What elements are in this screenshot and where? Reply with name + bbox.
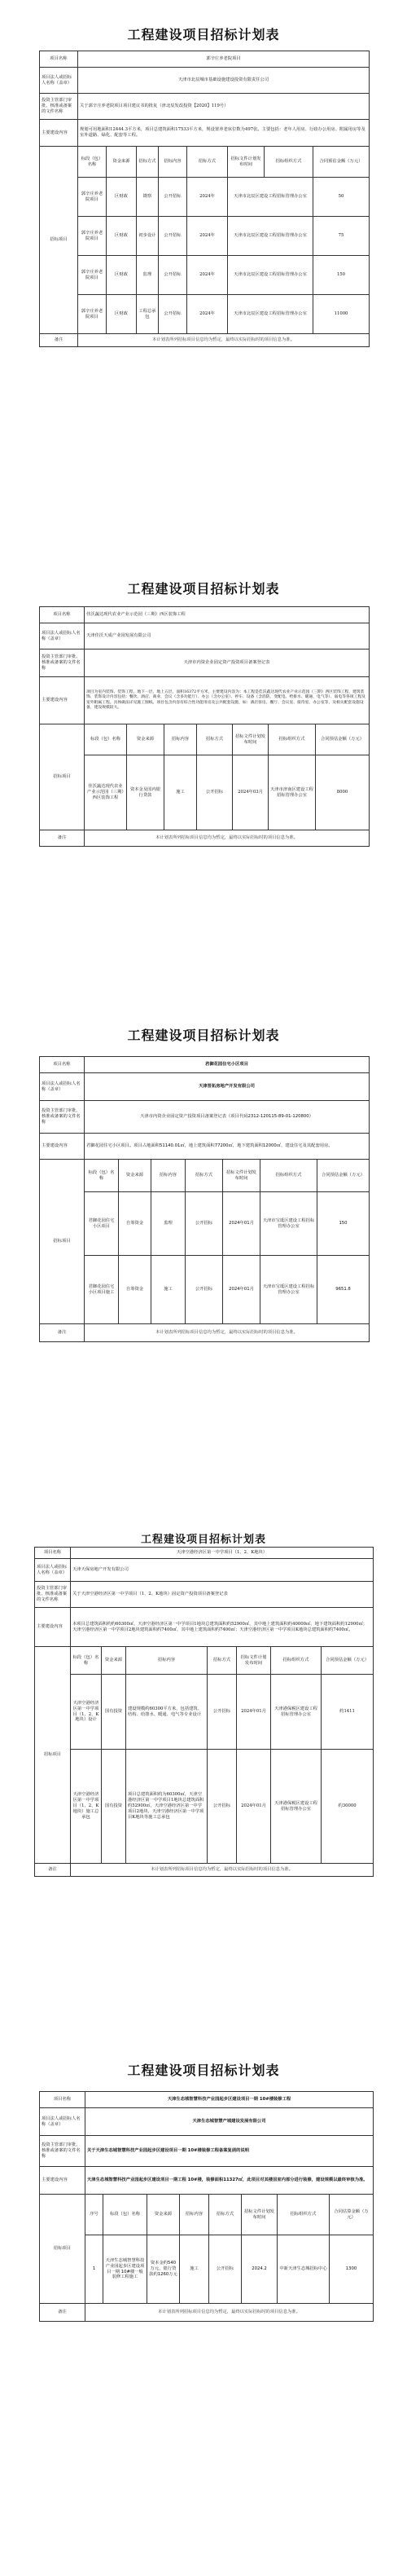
table-row: [40, 755, 370, 830]
approval: 天津市内资企业固定资产投资项目备案登记表（项目代码2312-120115-89-01-120800）: [85, 1101, 370, 1134]
content-label: 主要建设内容: [40, 2167, 85, 2195]
table-row: [40, 1192, 370, 1256]
doc2-title: 工程建设项目招标计划表: [127, 581, 280, 597]
table-cell: 1300: [330, 2235, 374, 2304]
table-cell: 区财政: [107, 295, 137, 334]
remark: 本计划表所列招标项目信息均为暂定，最终以实际招标时的项目信息为准。: [85, 2304, 374, 2322]
table-cell: 公开招标: [159, 178, 187, 217]
approval: 关于天津生态城智慧科技产业园起步区建设项目一期 10#楼装修工程备案复函的说明: [85, 2136, 374, 2167]
doc1-title: 工程建设项目招标计划表: [127, 27, 280, 42]
table-row: [40, 2235, 374, 2304]
table-cell: 2024年: [187, 178, 228, 217]
content: 天津生态城智慧科技产业园起步区建设项目一期工程 10#楼，装修面积11327㎡，此项目对其楼层室内部分进行装修，建设规模以最终审核为准。: [85, 2167, 374, 2195]
bidding-items-label: 招标项目: [35, 1647, 71, 1864]
table-cell: 公开招标: [159, 217, 187, 256]
header-cell: 序号: [85, 2195, 103, 2235]
table-cell: 天津港保税区建设工程招标管理办公室: [271, 1750, 322, 1864]
header-cell: 招标文件计划发布时间: [233, 724, 269, 755]
approval-label: 投资主管部门审批、核准或备案的文件名称: [40, 94, 78, 120]
header-cell: 招标内容: [159, 147, 187, 178]
remark-label: 备注: [40, 2304, 85, 2322]
owner-label: 项目法人或招标人名称（盖章）: [40, 2108, 85, 2136]
table-cell: 项目总建筑面积约为60300㎡，天津空港经济区第一中学项目1地块总建筑面积约52900㎡，天津空港经济区第一中学项目2地块，天津空港经济区第一中学项目K地块等施工总承包: [126, 1750, 208, 1864]
content: 项目为室内装饰、装饰工程，地下一层，地上五层，面积16372平方米，主要建设内容为：本工程是佳沃蔬达现代农业产业示范园（三期）西区装饰工程，建筑装饰、装饰设计内容包括：餐饮、酒店、商业、会议（含多功能厅）、办公（含办公室）、停车、设备（含消防、变配电、给排水、暖通、电气等）、弱电等各项工程及室外附属工程。具体做法详见施工图纸。项目包含内容有综合性功能用房及公共配套设施，如：酒店客房、餐厅、会议室、接待室、办公室等，及相关配套设施设备，建设规模较大。: [85, 677, 370, 724]
header-cell: 标段（包）名称: [85, 724, 127, 755]
table-cell: 公开招标: [197, 755, 233, 830]
table-cell: 公开招标: [186, 1256, 223, 1324]
table-cell: 50: [313, 178, 370, 217]
project-name-label: 项目名称: [40, 51, 78, 68]
content-label: 主要建设内容: [40, 120, 78, 147]
remark: 本计划表所列招标项目信息均为暂定，最终以实际招标时的项目信息为准。: [85, 830, 370, 847]
owner-label: 项目法人或招标人名称（盖章）: [40, 68, 78, 94]
table-cell: 中新天津生态城招标中心: [278, 2235, 330, 2304]
remark-label: 备注: [40, 830, 85, 847]
table-cell: 勘察: [137, 178, 159, 217]
table-cell: 天津市宝坻区建设工程招标管理办公室: [260, 1256, 317, 1324]
project-name-label: 项目名称: [40, 607, 85, 623]
table-cell: 初步设计: [137, 217, 159, 256]
table-cell: 君御花园住宅小区项目施工: [85, 1256, 119, 1324]
table-row: [40, 295, 370, 334]
owner-label: 项目法人或招标人名称（盖章）: [40, 1073, 85, 1101]
doc3-title: 工程建设项目招标计划表: [127, 1028, 280, 1043]
table-cell: 天津市宝坻区建设工程招标管理办公室: [260, 1192, 317, 1256]
table-cell: 天津市津南区建设工程招标管理办公室: [269, 755, 316, 830]
approval: 天津市内资企业固定资产投资项目备案登记表: [85, 650, 370, 677]
header-cell: 合同预估金额（万元）: [317, 1160, 370, 1192]
table-cell: 资本金约540万元，银行贷款约1260万元: [147, 2235, 180, 2304]
header-cell: 资金来源: [119, 1160, 151, 1192]
table-cell: 2024年: [187, 217, 228, 256]
header-cell: 招标文件计划发布时间: [237, 1647, 271, 1675]
header-cell: 资金来源: [107, 147, 137, 178]
header-cell: 标段（包）名称: [103, 2195, 147, 2235]
content-label: 主要建设内容: [40, 677, 85, 724]
table-row: [40, 256, 370, 295]
table-cell: 监理: [151, 1192, 186, 1256]
header-cell: 资金来源: [102, 1647, 126, 1675]
table-cell: 8000: [316, 755, 370, 830]
bidding-items-label: 招标项目: [40, 2195, 85, 2304]
table-row: [40, 217, 370, 256]
owner: 天津市北辰城市基础设施建设投资有限责任公司: [78, 68, 370, 94]
table-cell: 郭辛庄养老院项目: [78, 256, 107, 295]
header-cell: 标段（包）名称: [78, 147, 107, 178]
table-cell: 天津市北辰区建设工程招标管理办公室: [228, 256, 313, 295]
project-name: 天津空港经济区第一中学项目（1、2、K地块）: [71, 1548, 374, 1559]
remark: 本计划表所列招标项目信息均为暂定，最终以实际招标时的项目信息为准。: [71, 1864, 374, 1877]
table-cell: 郭辛庄养老院项目: [78, 178, 107, 217]
remark-label: 备注: [35, 1864, 71, 1877]
remark-label: 备注: [40, 1324, 85, 1342]
table-cell: 区财政: [107, 256, 137, 295]
project-name: 佳沃蔬达现代农业产业示范园（三期）西区装饰工程: [85, 607, 370, 623]
table-cell: 天津空港经济区第一中学项目（1、2、K地块）施工总承包: [71, 1750, 102, 1864]
owner-label: 项目法人或招标人名称（盖章）: [40, 623, 85, 650]
table-row: [35, 1750, 374, 1864]
project-name-label: 项目名称: [40, 2092, 85, 2108]
table-cell: 75: [313, 217, 370, 256]
approval-label: 投资主管部门审批、核准或备案的文件名称: [40, 1101, 85, 1134]
remark-label: 备注: [40, 334, 78, 347]
table-cell: 郭辛庄养老院项目: [78, 217, 107, 256]
table-cell: 2024年: [187, 256, 228, 295]
project-name: 天津生态城智慧科技产业园起步区建设项目一期 10#楼装修工程: [85, 2092, 374, 2108]
table-cell: 资本金及国内银行贷款: [127, 755, 164, 830]
header-cell: 资金来源: [127, 724, 164, 755]
header-cell: 招标组织方式: [269, 724, 316, 755]
bidding-items-label: 招标项目: [40, 724, 85, 830]
content: 君御花园住宅小区项目。项目占地面积51140.01㎡，地上建筑面积77200㎡，地下建筑面积12000㎡，建设住宅及其配套用房。: [85, 1134, 370, 1160]
doc1-table: [39, 51, 370, 347]
approval-label: 投资主管部门审批、核准或备案的文件名称: [40, 2136, 85, 2167]
header-cell: 合同估算金额（万元）: [330, 2195, 374, 2235]
content-label: 主要建设内容: [35, 1608, 71, 1647]
table-cell: 佳沃蔬达现代农业产业示范园（三期）西区装饰工程: [85, 755, 127, 830]
table-row: [35, 1675, 374, 1750]
header-cell: 合同预估金额（万元）: [322, 1647, 374, 1675]
header-cell: 招标方式: [186, 1160, 223, 1192]
table-cell: 天津空港经济区第一中学项目（1、2、K地块）设计: [71, 1675, 102, 1750]
approval-label: 投资主管部门审批、核准或备案的文件名称: [40, 650, 85, 677]
table-cell: 天津生态城智慧科技产业园起步区建设项目一期 10#楼一般装修工程施工: [103, 2235, 147, 2304]
table-cell: 建设规模约60300平方米，包括建筑、结构、给排水、暖通、电气等专业设计: [126, 1675, 208, 1750]
header-cell: 招标内容: [126, 1647, 208, 1675]
table-cell: 施工: [180, 2235, 209, 2304]
header-cell: 招标组织方式: [260, 1160, 317, 1192]
table-cell: 工程总承包: [137, 295, 159, 334]
approval: 关于天津空港经济区第一中学项目（1、2、K地块）固定资产投资项目备案登记表: [71, 1582, 374, 1608]
table-cell: 150: [317, 1192, 370, 1256]
owner: 天津生态城智慧产城建设发展有限公司: [85, 2108, 374, 2136]
content: 规划可用地面积12444.3平方米，项目总建筑面积17533平方米，规设置养老床位数为497张。主要包括：老年人用房、行政办公用房、附属用房等及室外道路、绿化、配套等工程。: [78, 120, 370, 147]
table-row: [40, 1256, 370, 1324]
bidding-items-label: 招标项目: [40, 147, 78, 334]
content: 本项目总建筑面积约约60300㎡，天津空港经济区第一中学项目1地块总建筑面积约52900㎡，其中地上建筑面积约40000㎡、地下建筑面积约12900㎡；天津空港经济区第一中学项目2地块建筑面积约7400㎡，其中地上建筑面积约7400㎡；天津空港经济区第一中学项目K地块总建筑面积约7400㎡。: [71, 1608, 374, 1647]
owner: 天津晋拓房地产开发有限公司: [85, 1073, 370, 1101]
table-cell: 约1411: [322, 1675, 374, 1750]
table-cell: 约30000: [322, 1750, 374, 1864]
table-cell: 公开招标: [208, 1675, 237, 1750]
table-cell: 君御花园住宅小区项目: [85, 1192, 119, 1256]
table-row: [40, 178, 370, 217]
header-cell: 招标文件计划发布时间: [242, 2195, 278, 2235]
table-cell: 郭辛庄养老院项目: [78, 295, 107, 334]
owner: 天津佳沃天成产业园发展有限公司: [85, 623, 370, 650]
header-cell: 招标方式: [187, 147, 228, 178]
doc4-title: 工程建设项目招标计划表: [140, 1534, 266, 1546]
table-cell: 施工: [164, 755, 197, 830]
remark: 本计划表所列招标项目信息均为暂定，最终以实际招标时的项目信息为准。: [78, 334, 370, 347]
doc4-table: [34, 1547, 374, 1877]
table-cell: 国有投资: [102, 1750, 126, 1864]
header-cell: 招标内容: [164, 724, 197, 755]
approval-label: 投资主管部门审批、核准或备案的文件名称: [35, 1582, 71, 1608]
bidding-items-label: 招标项目: [40, 1160, 85, 1324]
table-cell: 天津市北辰区建设工程招标管理办公室: [228, 178, 313, 217]
table-cell: 2024年01月: [223, 1192, 260, 1256]
owner: 天津天保房地产开发有限公司: [71, 1559, 374, 1582]
project-name: 郭辛庄养老院项目: [78, 51, 370, 68]
table-cell: 天津市北辰区建设工程招标管理办公室: [228, 295, 313, 334]
project-name-label: 项目名称: [35, 1548, 71, 1559]
header-cell: 招标方式: [208, 1647, 237, 1675]
header-cell: 招标组织方式: [271, 1647, 322, 1675]
header-cell: 招标方式: [197, 724, 233, 755]
header-cell: 合同预估金额（万元）: [313, 147, 370, 178]
header-cell: 招标内容: [151, 1160, 186, 1192]
owner-label: 项目法人或招标人名称（盖章）: [35, 1559, 71, 1582]
doc5-table: [39, 2091, 374, 2322]
header-cell: 招标组织方式: [278, 2195, 330, 2235]
table-cell: 11000: [313, 295, 370, 334]
table-cell: 区财政: [107, 178, 137, 217]
header-cell: 招标组织方式: [265, 147, 313, 178]
header-cell: 标段（包）名称: [85, 1160, 119, 1192]
table-cell: 天津市北辰区建设工程招标管理办公室: [228, 217, 313, 256]
table-cell: 2024年01月: [237, 1750, 271, 1864]
project-name-label: 项目名称: [40, 1057, 85, 1073]
table-cell: 公开招标: [159, 295, 187, 334]
table-cell: 2024年03月: [233, 755, 269, 830]
table-cell: 公开招标: [209, 2235, 242, 2304]
table-cell: 天津港保税区建设工程招标管理办公室: [271, 1675, 322, 1750]
header-cell: 资金来源: [147, 2195, 180, 2235]
table-cell: 2024.2: [242, 2235, 278, 2304]
doc2-table: [39, 606, 370, 847]
table-cell: 国有投资: [102, 1675, 126, 1750]
header-cell: 招标方式: [209, 2195, 242, 2235]
header-cell: 招标文件计划发布时间: [223, 1160, 260, 1192]
table-cell: 公开招标: [208, 1750, 237, 1864]
project-name: 君御花园住宅小区项目: [85, 1057, 370, 1073]
header-cell: 合同预估金额（万元）: [316, 724, 370, 755]
table-cell: 公开招标: [159, 256, 187, 295]
table-cell: 自筹资金: [119, 1192, 151, 1256]
doc5-title: 工程建设项目招标计划表: [127, 2063, 280, 2078]
table-cell: 2024年01月: [237, 1675, 271, 1750]
content-label: 主要建设内容: [40, 1134, 85, 1160]
header-cell: 标段（包）名称: [71, 1647, 102, 1675]
header-cell: 招标方式: [137, 147, 159, 178]
doc3-table: [39, 1056, 370, 1342]
approval: 关于郭辛庄养老院项目项目建议书的批复（津北辰发改投资【2020】119号）: [78, 94, 370, 120]
table-cell: 1: [85, 2235, 103, 2304]
header-cell: 招标文件计划发布时间: [228, 147, 265, 178]
table-cell: 自筹资金: [119, 1256, 151, 1324]
table-cell: 9651.8: [317, 1256, 370, 1324]
table-cell: 监理: [137, 256, 159, 295]
table-cell: 2024年01月: [223, 1256, 260, 1324]
table-cell: 公开招标: [186, 1192, 223, 1256]
table-cell: 区财政: [107, 217, 137, 256]
header-cell: 招标内容: [180, 2195, 209, 2235]
table-cell: 2024年: [187, 295, 228, 334]
table-cell: 施工: [151, 1256, 186, 1324]
remark: 本计划表所列招标项目信息均为暂定，最终以实际招标时的项目信息为准。: [85, 1324, 370, 1342]
table-cell: 150: [313, 256, 370, 295]
